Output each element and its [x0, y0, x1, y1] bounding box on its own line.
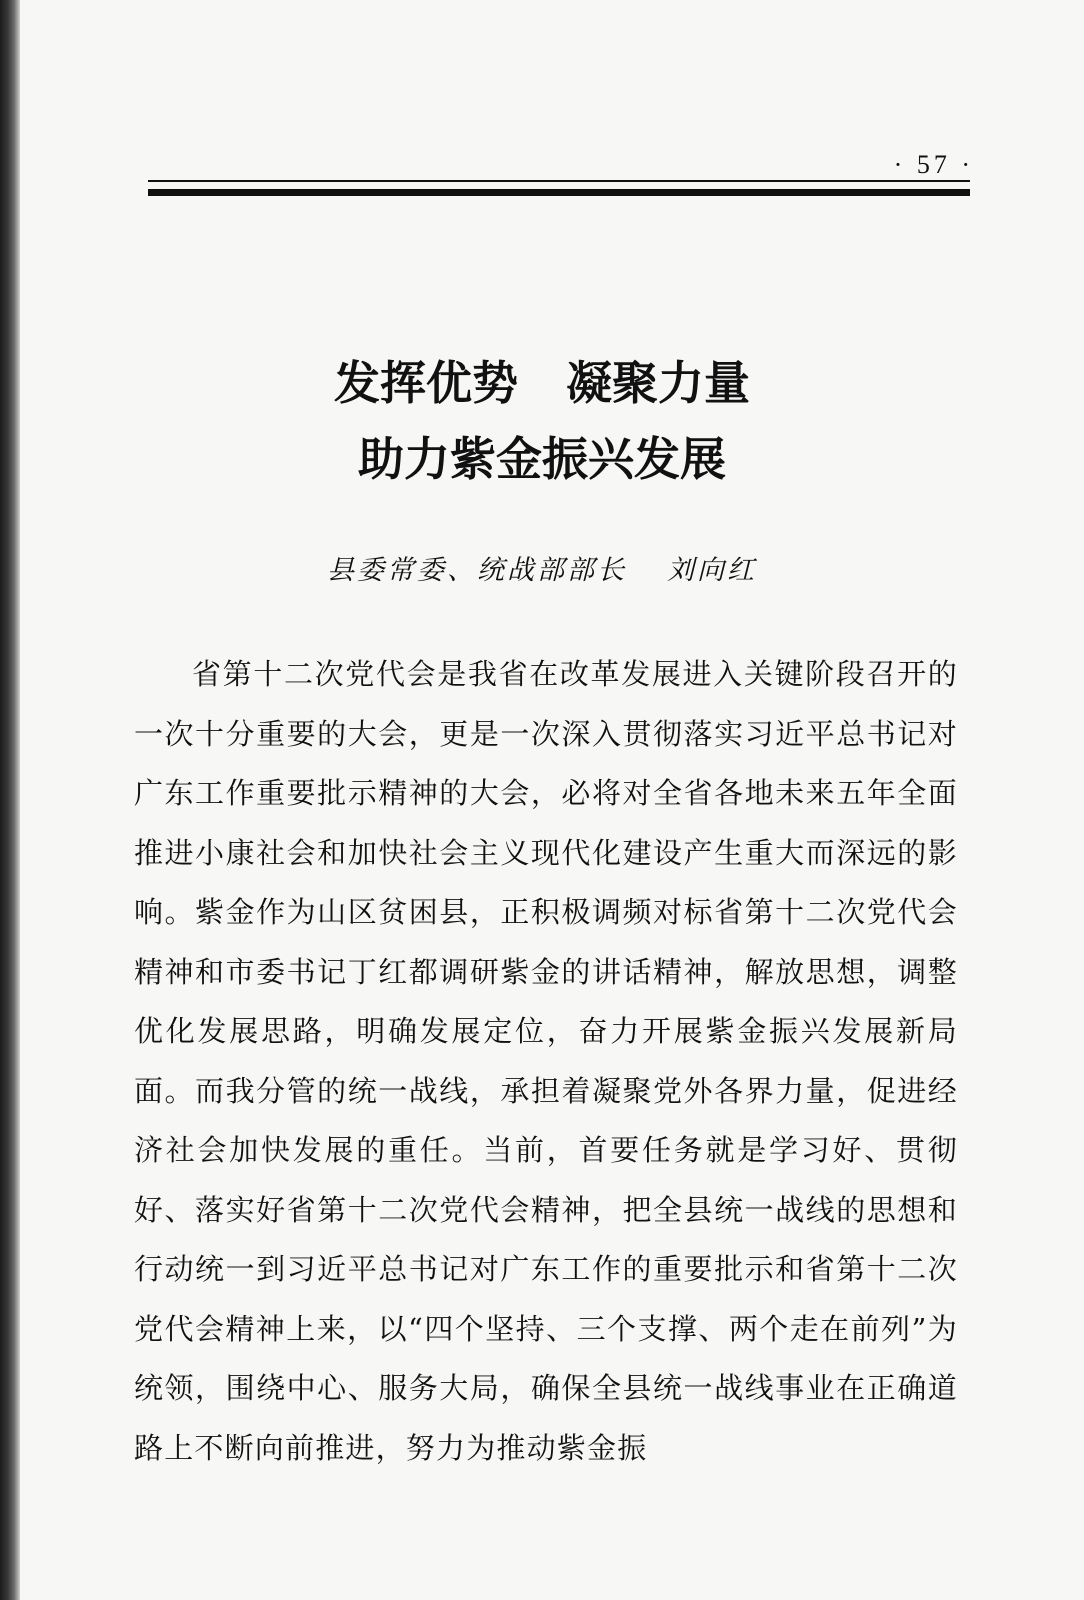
author-position: 县委常委、统战部部长 [327, 555, 627, 586]
header-rule-thick [148, 189, 970, 196]
title-line-1-part-2: 凝聚力量 [566, 356, 750, 410]
author-byline [0, 548, 1084, 587]
author-name: 刘向红 [667, 555, 757, 586]
body-paragraph: 省第十二次党代会是我省在改革发展进入关键阶段召开的一次十分重要的大会，更是一次深入贯彻落实习近平总书记对广东工作重要批示精神的大会，必将对全省各地未来五年全面推进小康社会和加快社会主义现代化建设产生重大而深远的影响。紫金作为山区贫困县，正积极调频对标省第十二次党代会精神和市委书记丁红都调研紫金的讲话精神，解放思想，调整优化发展思路，明确发展定位，奋力开展紫金振兴发展新局面。而我分管的统一战线，承担着凝聚党外各界力量，促进经济社会加快发展的重任。当前，首要任务就是学习好、贯彻好、落实好省第十二次党代会精神，把全县统一战线的思想和行动统一到习近平总书记对广东工作的重要批示和省第十二次党代会精神上来，以“四个坚持、三个支撑、两个走在前列”为统领，围绕中心、服务大局，确保全县统一战线事业在正确道路上不断向前推进，努力为推动紫金振 [134, 657, 958, 1465]
header-rule-thin [148, 180, 970, 182]
title-line-1-part-1: 发挥优势 [334, 356, 518, 410]
title-line-1 [0, 345, 1084, 421]
scan-binding-edge [0, 0, 20, 1600]
page-number: · 57 · [893, 150, 974, 179]
article-title [0, 345, 1084, 497]
title-line-2: 助力紫金振兴发展 [358, 432, 726, 486]
